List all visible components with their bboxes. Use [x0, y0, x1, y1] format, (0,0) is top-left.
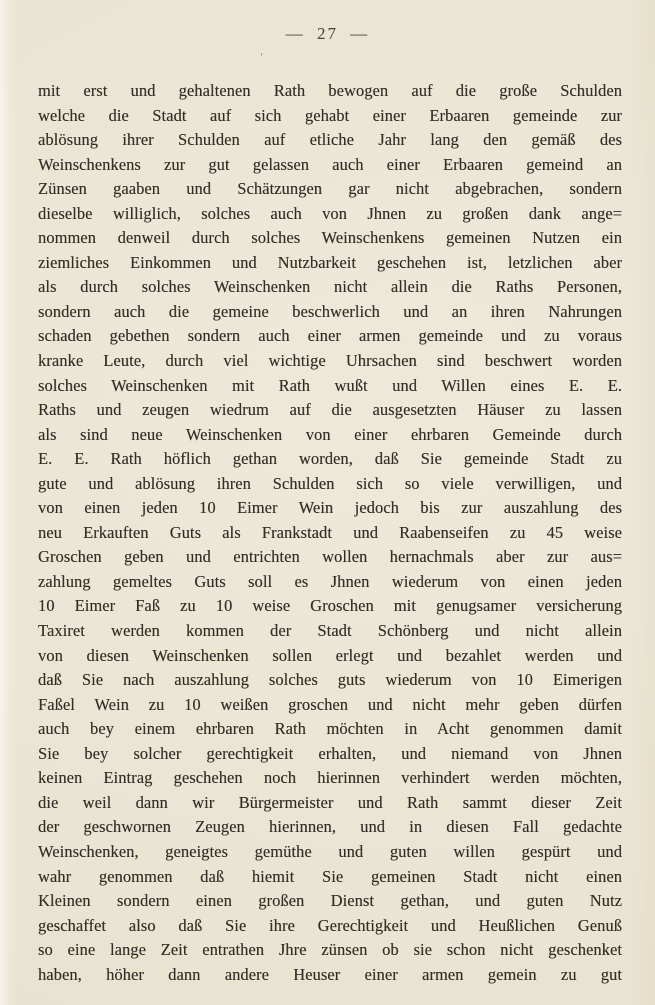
text-line: zahlung gemeltes Guts soll es Jhnen wiederum von einen jeden: [38, 571, 622, 591]
body-text-block: [38, 79, 622, 987]
text-line: Zünsen gaaben und Schätzungen gar nicht abgebrachen, sondern: [38, 179, 622, 199]
text-line: neu Erkauften Guts als Frankstadt und Raabenseifen zu 45 weise: [38, 522, 622, 542]
page-header: [0, 24, 655, 44]
text-line: als durch solches Weinschenken nicht allein die Raths Personen,: [38, 277, 622, 297]
text-line: keinen Eintrag geschehen noch hierinnen verhindert werden möchten,: [38, 768, 622, 788]
text-line: schaden gebethen sondern auch einer armen gemeinde und zu voraus: [38, 326, 622, 346]
text-line: geschaffet also daß Sie ihre Gerechtigkeit und Heußlichen Genuß: [38, 915, 622, 935]
text-line: kranke Leute, durch viel wichtige Uhrsachen sind beschwert worden: [38, 351, 622, 371]
text-line: Faßel Wein zu 10 weißen groschen und nicht mehr geben dürfen: [38, 694, 622, 714]
text-line: E. E. Rath höflich gethan worden, daß Sie gemeinde Stadt zu: [38, 449, 622, 469]
text-line: Taxiret werden kommen der Stadt Schönberg und nicht allein: [38, 621, 622, 641]
text-line: von diesen Weinschenken sollen erlegt und bezahlet werden und: [38, 645, 622, 665]
text-line: Weinschenken, geneigtes gemüthe und guten willen gespürt und: [38, 841, 622, 861]
text-line: Sie bey solcher gerechtigkeit erhalten, und niemand von Jhnen: [38, 743, 622, 763]
text-line: wahr genommen daß hiemit Sie gemeinen Stadt nicht einen: [38, 866, 622, 886]
text-line: Raths und zeugen wiedrum auf die ausgesetzten Häuser zu lassen: [38, 400, 622, 420]
text-line: sondern auch die gemeine beschwerlich und an ihren Nahrungen: [38, 301, 622, 321]
text-line: nommen denweil durch solches Weinschenkens gemeinen Nutzen ein: [38, 228, 622, 248]
text-line: mit erst und gehaltenen Rath bewogen auf die große Schulden: [38, 81, 622, 100]
text-line: die weil dann wir Bürgermeister und Rath sammt dieser Zeit: [38, 792, 622, 812]
text-line: von einen jeden 10 Eimer Wein jedoch bis zur auszahlung des: [38, 498, 622, 518]
text-line: haben, höher dann andere Heuser einer armen gemein zu gut: [38, 964, 622, 984]
text-line: solches Weinschenken mit Rath wußt und Willen eines E. E.: [38, 375, 622, 395]
text-line: Groschen geben und entrichten wollen hernachmals aber zur aus=: [38, 547, 622, 567]
text-line: welche die Stadt auf sich gehabt einer Erbaaren gemeinde zur: [38, 105, 622, 125]
text-line: daß Sie nach auszahlung solches guts wiederum von 10 Eimerigen: [38, 670, 622, 690]
text-line: auch bey einem ehrbaren Rath möchten in Acht genommen damit: [38, 719, 622, 739]
text-line: so eine lange Zeit entrathen Jhre zünsen ob sie schon nicht geschenket: [38, 940, 622, 960]
text-line: gute und ablösung ihren Schulden sich so viele verwilligen, und: [38, 473, 622, 493]
text-line: 10 Eimer Faß zu 10 weise Groschen mit genugsamer versicherung: [38, 596, 622, 616]
text-line: ablösung ihrer Schulden auf etliche Jahr lang den gemäß des: [38, 130, 622, 150]
ink-speck: ': [258, 49, 264, 65]
text-line: Weinschenkens zur gut gelassen auch einer Erbaaren gemeind an: [38, 154, 622, 174]
text-line: ziemliches Einkommen und Nutzbarkeit geschehen ist, letzlichen aber: [38, 252, 622, 272]
text-line: Kleinen sondern einen großen Dienst gethan, und guten Nutz: [38, 891, 622, 911]
text-line: als sind neue Weinschenken von einer ehrbaren Gemeinde durch: [38, 424, 622, 444]
page-number: — 27 —: [285, 24, 370, 43]
text-line: dieselbe williglich, solches auch von Jhnen zu großen dank ange=: [38, 203, 622, 223]
text-line: der geschwornen Zeugen hierinnen, und in diesen Fall gedachte: [38, 817, 622, 837]
